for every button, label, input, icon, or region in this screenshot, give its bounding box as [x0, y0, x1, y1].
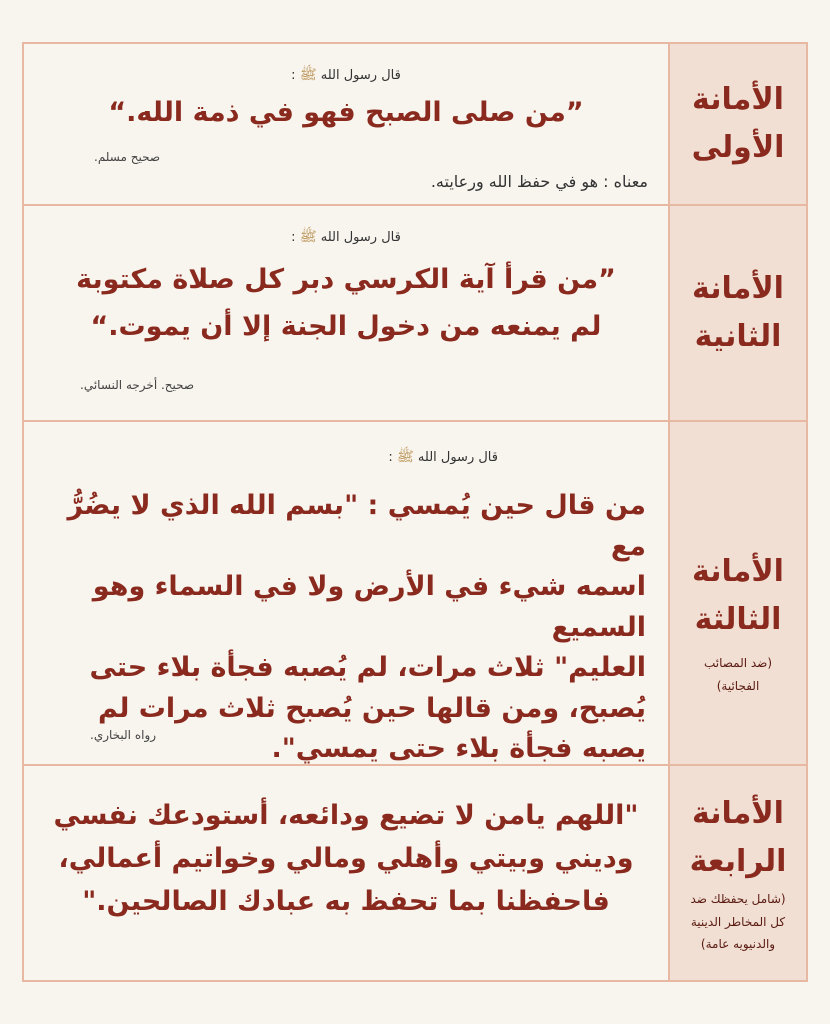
hadith-source: صحيح. أخرجه النسائي.	[80, 378, 195, 392]
hadith-source: صحيح مسلم.	[94, 150, 161, 164]
hadith-line: وديني وبيتي وأهلي ومالي وخواتيم أعمالي،	[58, 843, 634, 875]
intro-colon: :	[291, 230, 296, 245]
hadith-intro	[24, 66, 668, 86]
row-content	[24, 206, 668, 420]
intro-colon: :	[388, 450, 393, 465]
hadith-text	[54, 486, 646, 770]
intro-text: قال رسول الله	[320, 68, 401, 83]
row-content	[24, 422, 668, 764]
table-row	[24, 206, 806, 422]
label-ordinal: الأولى	[691, 130, 785, 165]
hadith-meaning: معناه : هو في حفظ الله ورعايته.	[430, 172, 648, 191]
intro-colon: :	[291, 68, 296, 83]
row-label	[668, 206, 806, 420]
intro-text: قال رسول الله	[320, 230, 401, 245]
hadith-line: فاحفظنا بما تحفظ به عبادك الصالحين."	[82, 886, 610, 918]
note-line: (شامل يحفظك ضد	[690, 891, 786, 906]
hadith-line: يُصبح، ومن قالها حين يُصبح ثلاث مرات لم	[98, 692, 646, 724]
amanat-table	[22, 42, 808, 982]
hadith-line: يصبه فجأة بلاء حتى يمسي".	[271, 733, 646, 764]
label-ordinal: الثانية	[694, 319, 782, 354]
hadith-line: لم يمنعه من دخول الجنة إلا أن يموت.“	[90, 311, 602, 343]
label-word: الأمانة	[692, 554, 784, 590]
hadith-text	[44, 794, 648, 924]
hadith-line: "اللهم يامن لا تضيع ودائعه، أستودعك نفسي	[53, 800, 639, 831]
hadith-line: ”من صلى الصبح فهو في ذمة الله.“	[108, 97, 584, 128]
hadith-source: رواه البخاري.	[90, 728, 157, 742]
row-content	[24, 766, 668, 980]
note-line: (ضد المصائب	[703, 656, 773, 671]
hadith-line: اسمه شيء في الأرض ولا في السماء وهو السميع	[92, 571, 646, 643]
note-line: الفجائية)	[716, 679, 760, 693]
table-row	[24, 766, 806, 980]
hadith-text	[44, 256, 648, 351]
label-note	[684, 888, 791, 956]
salawat-glyph: ﷺ	[299, 67, 317, 83]
row-label	[668, 422, 806, 764]
hadith-intro	[24, 228, 668, 248]
row-label	[668, 766, 806, 980]
label-word: الأمانة	[692, 795, 784, 831]
label-ordinal: الثالثة	[694, 602, 782, 638]
hadith-intro	[24, 448, 498, 468]
table-row	[24, 44, 806, 206]
hadith-line: ”من قرأ آية الكرسي دبر كل صلاة مكتوبة	[76, 264, 616, 295]
salawat-glyph: ﷺ	[299, 229, 317, 245]
label-ordinal: الرابعة	[689, 843, 787, 879]
label-note	[698, 652, 778, 698]
row-label	[668, 44, 806, 204]
note-line: كل المخاطر الدينية	[690, 914, 786, 929]
salawat-glyph: ﷺ	[396, 449, 414, 465]
label-word: الأمانة	[692, 82, 784, 117]
hadith-text	[64, 92, 628, 134]
row-content	[24, 44, 668, 204]
label-word: الأمانة	[692, 271, 784, 306]
table-row	[24, 422, 806, 766]
hadith-line: من قال حين يُمسي : "بسم الله الذي لا يضُرُّ مع	[67, 490, 646, 562]
intro-text: قال رسول الله	[417, 450, 498, 465]
note-line: والدنيويه عامة)	[700, 937, 776, 952]
hadith-line: العليم" ثلاث مرات، لم يُصبه فجأة بلاء حتى	[89, 652, 646, 683]
